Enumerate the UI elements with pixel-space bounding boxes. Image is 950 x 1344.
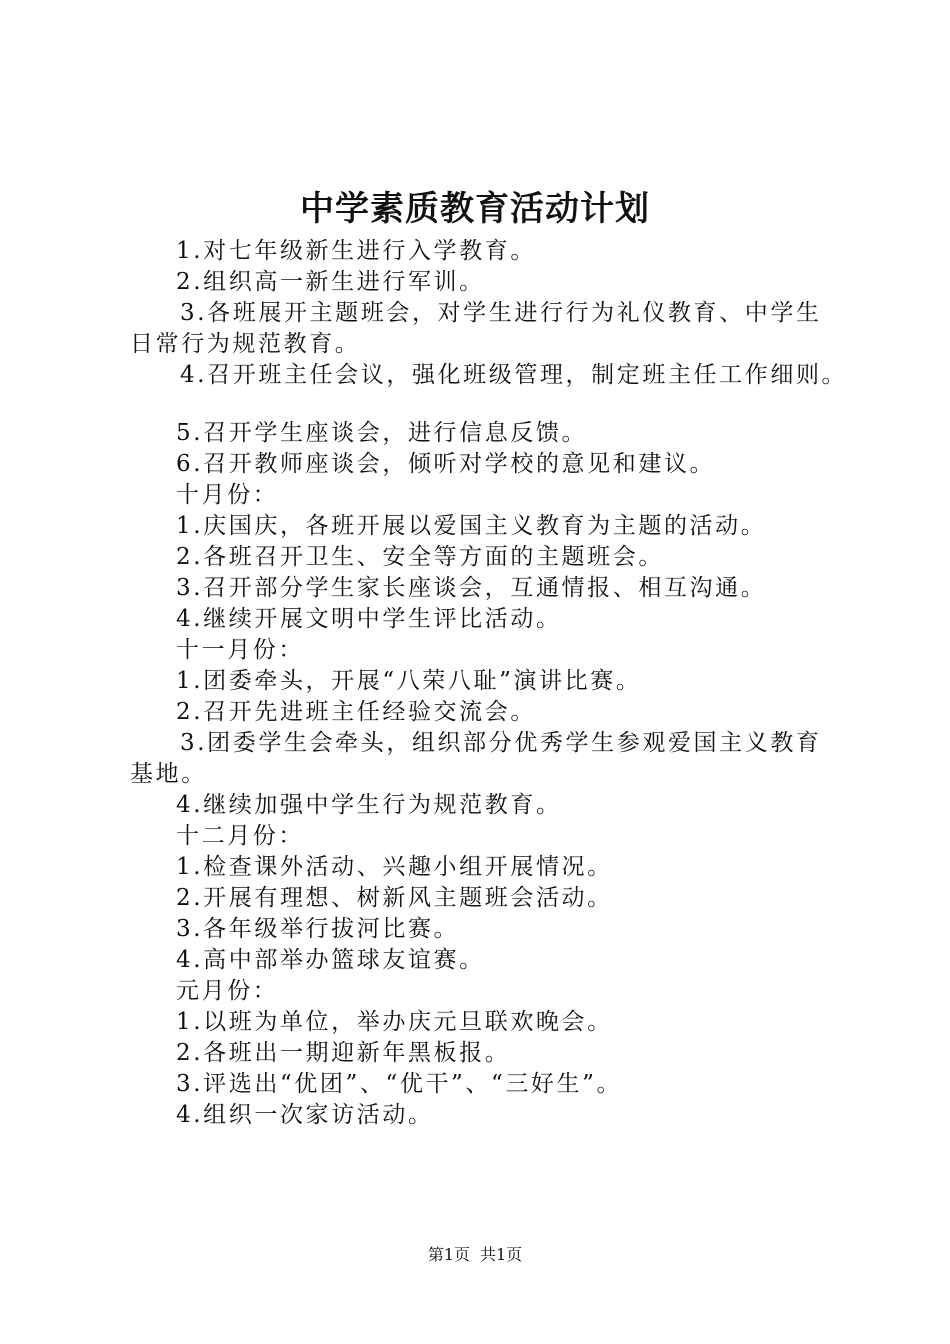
paragraph-line: 4.召开班主任会议，强化班级管理，制定班主任工作细则。 xyxy=(180,362,848,388)
paragraph-line: 3.评选出“优团”、“优干”、“三好生”。 xyxy=(176,1071,623,1097)
document-title: 中学素质教育活动计划 xyxy=(300,189,650,229)
paragraph-line: 2.各班召开卫生、安全等方面的主题班会。 xyxy=(176,544,664,570)
paragraph-line: 2.开展有理想、树新风主题班会活动。 xyxy=(176,885,613,911)
paragraph-line: 1.以班为单位，举办庆元旦联欢晚会。 xyxy=(176,1009,613,1035)
paragraph-line: 1.检查课外活动、兴趣小组开展情况。 xyxy=(176,854,613,880)
paragraph-line: 3.团委学生会牵头，组织部分优秀学生参观爱国主义教育 xyxy=(180,730,822,756)
section-heading: 十月份： xyxy=(176,482,279,508)
page-footer xyxy=(0,1244,950,1266)
paragraph-line: 5.召开学生座谈会，进行信息反馈。 xyxy=(176,420,588,446)
paragraph-line: 3.各年级举行拔河比赛。 xyxy=(176,916,460,942)
paragraph-line: 4.高中部举办篮球友谊赛。 xyxy=(176,947,485,973)
section-heading: 十二月份： xyxy=(176,823,304,849)
document-body xyxy=(130,236,850,1131)
paragraph-line: 基地。 xyxy=(130,761,207,787)
section-heading: 元月份： xyxy=(176,978,279,1004)
paragraph-gap xyxy=(130,391,850,418)
paragraph-line: 4.组织一次家访活动。 xyxy=(176,1102,434,1128)
paragraph-line: 1.对七年级新生进行入学教育。 xyxy=(176,238,536,264)
paragraph-line: 3.各班展开主题班会，对学生进行行为礼仪教育、中学生 xyxy=(180,300,822,326)
paragraph-line: 3.召开部分学生家长座谈会，互通情报、相互沟通。 xyxy=(176,575,767,601)
section-heading: 十一月份： xyxy=(176,637,304,663)
paragraph-line: 2.各班出一期迎新年黑板报。 xyxy=(176,1040,511,1066)
paragraph-line: 日常行为规范教育。 xyxy=(130,331,361,357)
paragraph-line: 4.继续开展文明中学生评比活动。 xyxy=(176,606,562,632)
paragraph-line: 1.庆国庆，各班开展以爱国主义教育为主题的活动。 xyxy=(176,513,767,539)
page-total: 共1页 xyxy=(480,1245,523,1264)
paragraph-line: 6.召开教师座谈会，倾听对学校的意见和建议。 xyxy=(176,451,716,477)
page-number: 第1页 xyxy=(427,1245,470,1264)
paragraph-line: 2.组织高一新生进行军训。 xyxy=(176,269,485,295)
paragraph-line: 1.团委牵头，开展“八荣八耻”演讲比赛。 xyxy=(176,668,642,694)
paragraph-line: 4.继续加强中学生行为规范教育。 xyxy=(176,792,562,818)
paragraph-line: 2.召开先进班主任经验交流会。 xyxy=(176,699,536,725)
